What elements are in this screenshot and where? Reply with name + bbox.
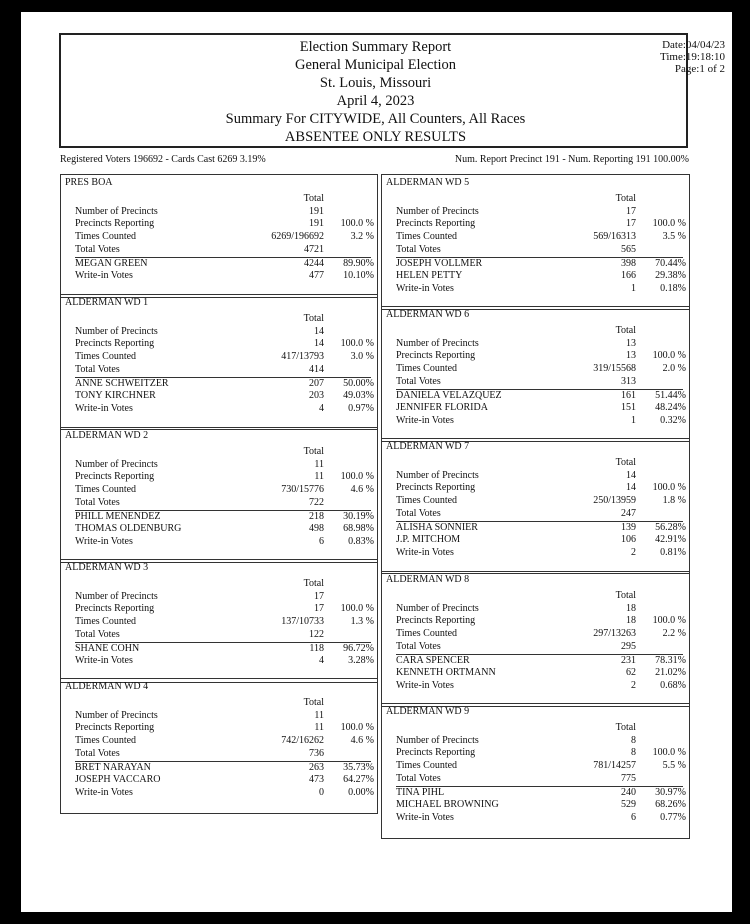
candidate-name: ALISHA SONNIER: [396, 521, 478, 533]
candidate-percent: 0.32%: [660, 414, 686, 426]
race-box: [60, 174, 378, 298]
reporting-row-label: Precincts Reporting: [75, 603, 155, 615]
race-title: ALDERMAN WD 6: [386, 309, 470, 320]
reporting-row-total: 14: [626, 482, 636, 494]
candidate-name: Write-in Votes: [75, 535, 133, 547]
total-column-header: Total: [615, 325, 636, 336]
times-counted-row-label: Times Counted: [396, 760, 458, 772]
candidate-percent: 30.19%: [343, 510, 374, 522]
candidate-votes: 207: [309, 377, 324, 389]
race-title: ALDERMAN WD 3: [65, 562, 149, 573]
times-counted-row-percent: 2.2 %: [662, 628, 686, 640]
reporting-row-total: 11: [314, 722, 324, 734]
candidate-percent: 35.73%: [343, 761, 374, 773]
candidate-percent: 78.31%: [655, 654, 686, 666]
precincts-row-total: 191: [309, 205, 324, 217]
candidate-votes: 203: [309, 390, 324, 402]
candidate-votes: 398: [621, 257, 636, 269]
candidate-percent: 96.72%: [343, 642, 374, 654]
times-counted-row-label: Times Counted: [75, 231, 137, 243]
reporting-row-label: Precincts Reporting: [75, 471, 155, 483]
total-votes-row-label: Total Votes: [396, 772, 441, 784]
candidate-percent: 0.77%: [660, 811, 686, 823]
results-type: ABSENTEE ONLY RESULTS: [284, 129, 467, 145]
precincts-row-total: 8: [631, 734, 636, 746]
candidate-percent: 89.90%: [343, 257, 374, 269]
candidate-percent: 68.26%: [655, 799, 686, 811]
candidate-name: TONY KIRCHNER: [75, 390, 156, 402]
election-date: April 4, 2023: [336, 93, 415, 109]
total-votes-row-total: 722: [309, 496, 324, 508]
race-box: [60, 294, 378, 430]
candidate-votes: 2: [631, 679, 636, 691]
candidate-name: Write-in Votes: [75, 402, 133, 414]
times-counted-row-total: 742/16262: [281, 735, 324, 747]
report-title: Election Summary Report: [299, 39, 452, 55]
candidate-percent: 29.38%: [655, 270, 686, 282]
reporting-row-percent: 100.0 %: [340, 218, 374, 230]
reporting-row-percent: 100.0 %: [652, 350, 686, 362]
total-votes-row-total: 4721: [304, 243, 324, 255]
candidate-votes: 529: [621, 799, 636, 811]
page-number: Page:1 of 2: [674, 63, 725, 75]
race-title: PRES BOA: [65, 177, 113, 188]
candidate-percent: 3.28%: [348, 655, 374, 667]
candidate-percent: 0.68%: [660, 679, 686, 691]
candidate-votes: 477: [309, 270, 324, 282]
times-counted-row-label: Times Counted: [75, 351, 137, 363]
candidate-votes: 139: [621, 521, 636, 533]
times-counted-row-total: 250/13959: [593, 495, 636, 507]
times-counted-row-percent: 3.5 %: [662, 231, 686, 243]
times-counted-row-label: Times Counted: [396, 495, 458, 507]
candidate-percent: 10.10%: [343, 270, 374, 282]
precincts-row-label: Number of Precincts: [75, 590, 158, 602]
total-votes-row-label: Total Votes: [75, 628, 120, 640]
total-votes-row-label: Total Votes: [75, 496, 120, 508]
times-counted-row-label: Times Counted: [75, 735, 137, 747]
precincts-row-total: 17: [626, 205, 636, 217]
times-counted-row-percent: 1.8 %: [662, 495, 686, 507]
total-column-header: Total: [615, 457, 636, 468]
times-counted-row-percent: 4.6 %: [350, 735, 374, 747]
candidate-name: DANIELA VELAZQUEZ: [396, 389, 502, 401]
candidate-name: THOMAS OLDENBURG: [75, 523, 182, 535]
candidate-name: TINA PIHL: [396, 786, 445, 798]
race-title: ALDERMAN WD 7: [386, 441, 470, 452]
candidate-votes: 4: [319, 655, 324, 667]
times-counted-row-percent: 3.0 %: [350, 351, 374, 363]
reporting-row-percent: 100.0 %: [340, 338, 374, 350]
candidate-name: Write-in Votes: [396, 811, 454, 823]
times-counted-row-label: Times Counted: [396, 628, 458, 640]
total-column-header: Total: [615, 193, 636, 204]
candidate-percent: 64.27%: [343, 774, 374, 786]
precincts-row-label: Number of Precincts: [396, 337, 479, 349]
reporting-row-total: 11: [314, 471, 324, 483]
candidate-votes: 118: [309, 642, 324, 654]
race-title: ALDERMAN WD 4: [65, 681, 149, 692]
election-name: General Municipal Election: [294, 57, 457, 73]
times-counted-row-percent: 2.0 %: [662, 363, 686, 375]
candidate-votes: 218: [309, 510, 324, 522]
race-title: ALDERMAN WD 8: [386, 574, 470, 585]
total-votes-row-total: 565: [621, 243, 636, 255]
race-box: [60, 427, 378, 563]
candidate-percent: 0.97%: [348, 402, 374, 414]
candidate-percent: 56.28%: [655, 521, 686, 533]
total-votes-row-total: 313: [621, 375, 636, 387]
candidate-name: Write-in Votes: [75, 655, 133, 667]
reporting-row-label: Precincts Reporting: [396, 482, 476, 494]
precincts-row-total: 13: [626, 337, 636, 349]
candidate-name: Write-in Votes: [396, 546, 454, 558]
precincts-row-label: Number of Precincts: [396, 205, 479, 217]
candidate-votes: 2: [631, 546, 636, 558]
candidate-votes: 4: [319, 402, 324, 414]
times-counted-row-total: 781/14257: [593, 760, 636, 772]
total-votes-row-label: Total Votes: [396, 640, 441, 652]
total-votes-row-label: Total Votes: [75, 747, 120, 759]
precincts-row-total: 18: [626, 602, 636, 614]
reporting-row-label: Precincts Reporting: [75, 722, 155, 734]
candidate-votes: 1: [631, 282, 636, 294]
candidate-name: BRET NARAYAN: [75, 761, 151, 773]
total-votes-row-total: 122: [309, 628, 324, 640]
precincts-row-label: Number of Precincts: [396, 469, 479, 481]
candidate-votes: 473: [309, 774, 324, 786]
report-time: Time:19:18:10: [660, 51, 725, 63]
candidate-votes: 6: [319, 535, 324, 547]
reporting-row-percent: 100.0 %: [652, 482, 686, 494]
times-counted-row-label: Times Counted: [396, 231, 458, 243]
candidate-percent: 68.98%: [343, 523, 374, 535]
precincts-row-label: Number of Precincts: [75, 325, 158, 337]
candidate-name: JOSEPH VACCARO: [75, 774, 161, 786]
total-votes-row-label: Total Votes: [396, 507, 441, 519]
candidate-percent: 50.00%: [343, 377, 374, 389]
precincts-row-total: 14: [314, 325, 324, 337]
precinct-reporting-summary: Num. Report Precinct 191 - Num. Reporting 191 100.00%: [454, 154, 689, 165]
candidate-percent: 30.97%: [655, 786, 686, 798]
reporting-row-percent: 100.0 %: [652, 615, 686, 627]
total-votes-row-total: 736: [309, 747, 324, 759]
race-box: [60, 559, 378, 683]
times-counted-row-total: 569/16313: [593, 231, 636, 243]
reporting-row-percent: 100.0 %: [340, 603, 374, 615]
precincts-row-label: Number of Precincts: [75, 458, 158, 470]
reporting-row-total: 14: [314, 338, 324, 350]
race-title: ALDERMAN WD 5: [386, 177, 470, 188]
total-votes-row-label: Total Votes: [396, 375, 441, 387]
times-counted-row-percent: 3.2 %: [350, 231, 374, 243]
race-box: [381, 571, 690, 707]
total-votes-row-total: 775: [621, 772, 636, 784]
times-counted-row-label: Times Counted: [75, 616, 137, 628]
precincts-row-total: 11: [314, 458, 324, 470]
candidate-name: Write-in Votes: [75, 270, 133, 282]
reporting-row-percent: 100.0 %: [652, 747, 686, 759]
race-box: [381, 703, 690, 839]
candidate-votes: 240: [621, 786, 636, 798]
candidate-votes: 0: [319, 786, 324, 798]
candidate-percent: 0.18%: [660, 282, 686, 294]
total-votes-row-total: 295: [621, 640, 636, 652]
times-counted-row-percent: 4.6 %: [350, 484, 374, 496]
race-title: ALDERMAN WD 1: [65, 297, 149, 308]
reporting-row-label: Precincts Reporting: [75, 218, 155, 230]
candidate-name: MEGAN GREEN: [75, 257, 148, 269]
candidate-name: ANNE SCHWEITZER: [75, 377, 169, 389]
candidate-votes: 151: [621, 402, 636, 414]
total-column-header: Total: [303, 193, 324, 204]
candidate-name: Write-in Votes: [396, 679, 454, 691]
candidate-name: SHANE COHN: [75, 642, 140, 654]
times-counted-row-percent: 5.5 %: [662, 760, 686, 772]
candidate-votes: 263: [309, 761, 324, 773]
candidate-percent: 0.83%: [348, 535, 374, 547]
times-counted-row-total: 730/15776: [281, 484, 324, 496]
reporting-row-percent: 100.0 %: [652, 218, 686, 230]
candidate-votes: 166: [621, 270, 636, 282]
candidate-votes: 62: [626, 667, 636, 679]
total-votes-row-label: Total Votes: [75, 363, 120, 375]
reporting-row-total: 191: [309, 218, 324, 230]
reporting-row-total: 17: [626, 218, 636, 230]
race-title: ALDERMAN WD 2: [65, 430, 149, 441]
candidate-name: HELEN PETTY: [396, 270, 463, 282]
reporting-row-label: Precincts Reporting: [396, 615, 476, 627]
candidate-votes: 231: [621, 654, 636, 666]
candidate-name: Write-in Votes: [396, 414, 454, 426]
times-counted-row-percent: 1.3 %: [350, 616, 374, 628]
candidate-percent: 0.00%: [348, 786, 374, 798]
total-votes-row-total: 414: [309, 363, 324, 375]
candidate-name: JENNIFER FLORIDA: [396, 402, 488, 414]
times-counted-row-label: Times Counted: [396, 363, 458, 375]
candidate-percent: 48.24%: [655, 402, 686, 414]
candidate-votes: 161: [621, 389, 636, 401]
election-location: St. Louis, Missouri: [319, 75, 432, 91]
times-counted-row-total: 319/15568: [593, 363, 636, 375]
candidate-percent: 70.44%: [655, 257, 686, 269]
reporting-row-total: 8: [631, 747, 636, 759]
candidate-name: CARA SPENCER: [396, 654, 470, 666]
candidate-votes: 498: [309, 523, 324, 535]
candidate-percent: 49.03%: [343, 390, 374, 402]
total-column-header: Total: [303, 697, 324, 708]
candidate-name: KENNETH ORTMANN: [396, 667, 496, 679]
precincts-row-total: 17: [314, 590, 324, 602]
candidate-name: PHILL MENENDEZ: [75, 510, 161, 522]
report-header: [59, 33, 725, 148]
registered-voters-summary: Registered Voters 196692 - Cards Cast 6269 3.19%: [60, 154, 266, 165]
candidate-name: JOSEPH VOLLMER: [396, 257, 483, 269]
candidate-votes: 1: [631, 414, 636, 426]
total-column-header: Total: [303, 313, 324, 324]
times-counted-row-total: 6269/196692: [271, 231, 324, 243]
candidate-votes: 106: [621, 534, 636, 546]
precincts-row-total: 11: [314, 709, 324, 721]
candidate-percent: 0.81%: [660, 546, 686, 558]
precincts-row-total: 14: [626, 469, 636, 481]
total-votes-row-total: 247: [621, 507, 636, 519]
total-column-header: Total: [615, 722, 636, 733]
total-column-header: Total: [303, 446, 324, 457]
total-votes-row-label: Total Votes: [396, 243, 441, 255]
precincts-row-label: Number of Precincts: [396, 734, 479, 746]
times-counted-row-label: Times Counted: [75, 484, 137, 496]
reporting-row-total: 18: [626, 615, 636, 627]
precincts-row-label: Number of Precincts: [75, 205, 158, 217]
race-box: [60, 678, 378, 814]
candidate-votes: 6: [631, 811, 636, 823]
reporting-row-label: Precincts Reporting: [396, 350, 476, 362]
candidate-votes: 4244: [304, 257, 324, 269]
reporting-row-total: 17: [314, 603, 324, 615]
race-title: ALDERMAN WD 9: [386, 706, 470, 717]
candidate-name: Write-in Votes: [75, 786, 133, 798]
times-counted-row-total: 297/13263: [593, 628, 636, 640]
precincts-row-label: Number of Precincts: [396, 602, 479, 614]
summary-scope: Summary For CITYWIDE, All Counters, All Races: [225, 111, 526, 127]
total-column-header: Total: [303, 578, 324, 589]
reporting-row-label: Precincts Reporting: [75, 338, 155, 350]
candidate-name: J.P. MITCHOM: [396, 534, 461, 546]
reporting-row-label: Precincts Reporting: [396, 218, 476, 230]
race-box: [381, 306, 690, 442]
candidate-name: Write-in Votes: [396, 282, 454, 294]
candidate-percent: 51.44%: [655, 389, 686, 401]
total-column-header: Total: [615, 590, 636, 601]
candidate-percent: 21.02%: [655, 667, 686, 679]
candidate-percent: 42.91%: [655, 534, 686, 546]
reporting-row-percent: 100.0 %: [340, 471, 374, 483]
report-page: [21, 12, 732, 912]
race-box: [381, 438, 690, 574]
reporting-row-label: Precincts Reporting: [396, 747, 476, 759]
times-counted-row-total: 417/13793: [281, 351, 324, 363]
total-votes-row-label: Total Votes: [75, 243, 120, 255]
reporting-row-percent: 100.0 %: [340, 722, 374, 734]
race-box: [381, 174, 690, 310]
candidate-name: MICHAEL BROWNING: [396, 799, 499, 811]
times-counted-row-total: 137/10733: [281, 616, 324, 628]
precincts-row-label: Number of Precincts: [75, 709, 158, 721]
reporting-row-total: 13: [626, 350, 636, 362]
report-date: Date:04/04/23: [662, 39, 725, 51]
